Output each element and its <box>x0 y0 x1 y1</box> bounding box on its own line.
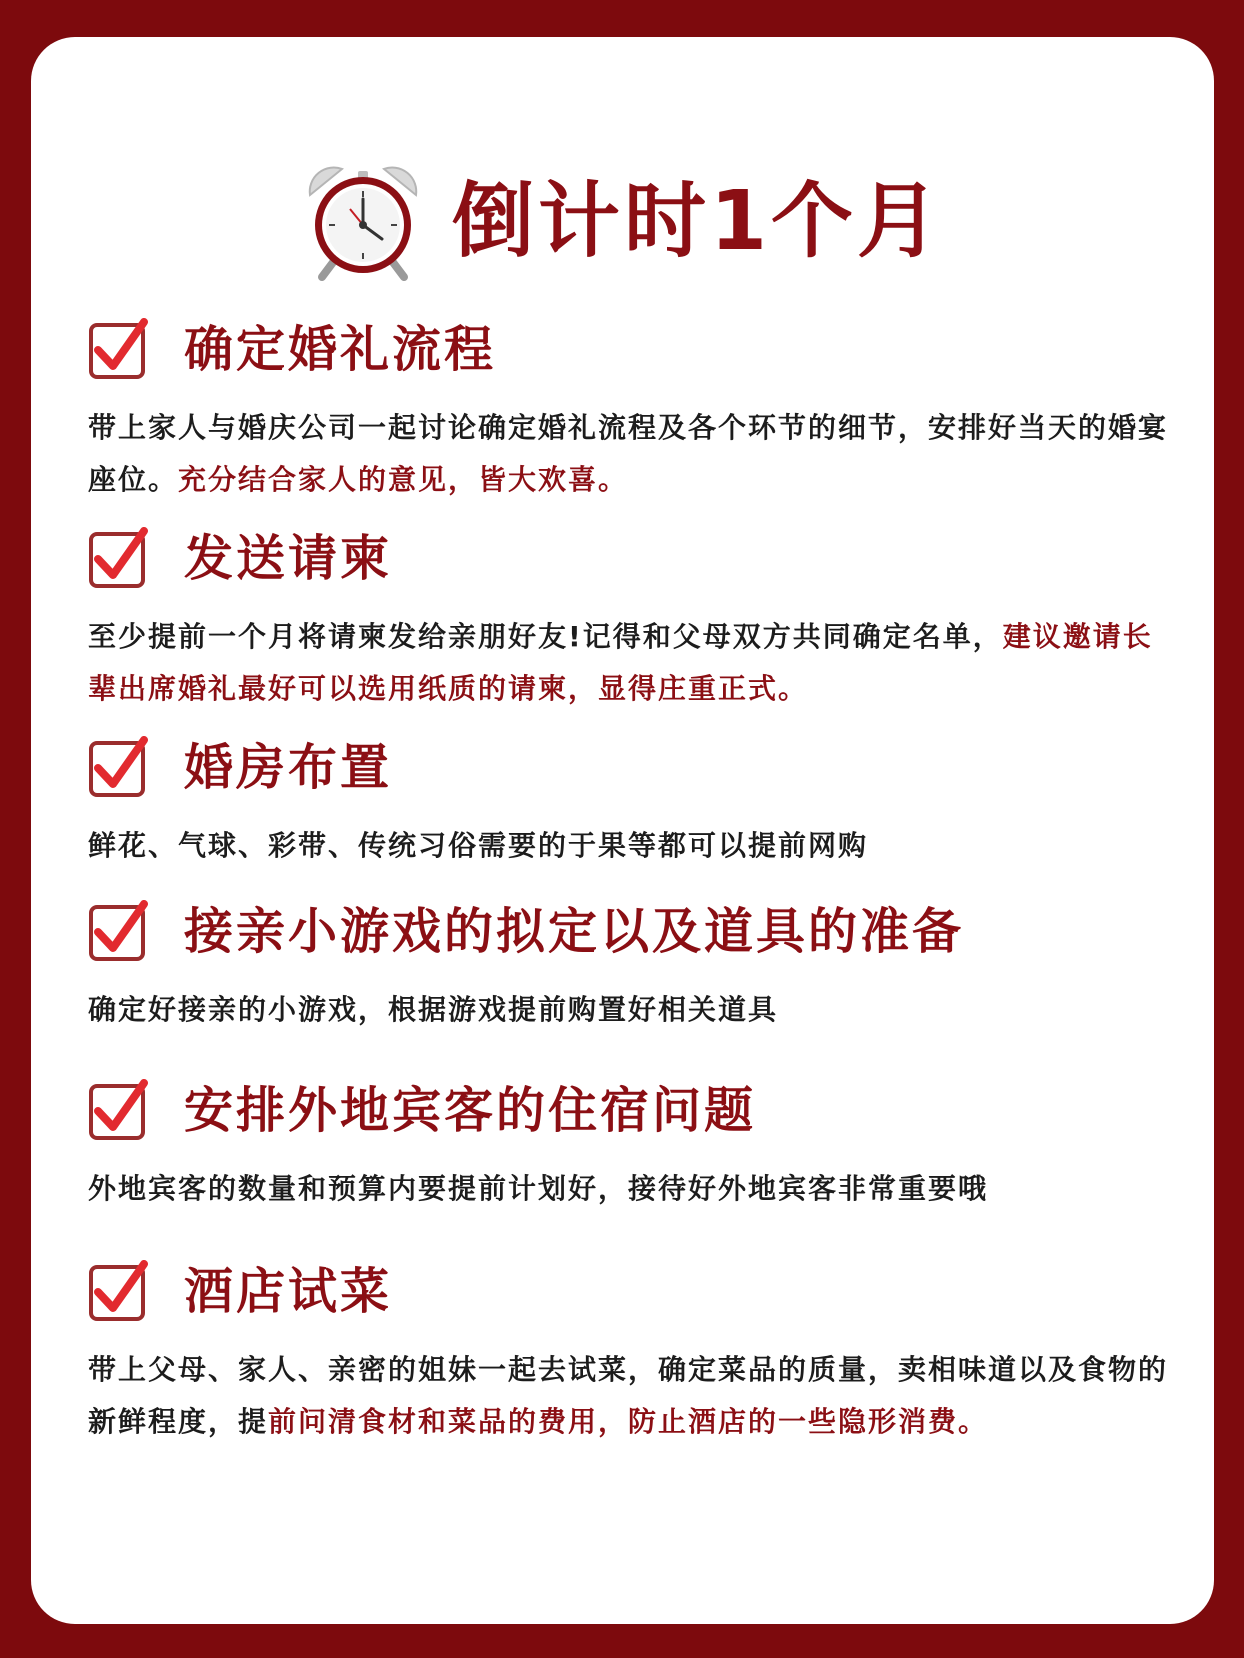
section-header <box>88 1075 1168 1145</box>
section-header <box>88 896 1168 966</box>
body-highlight: 建议邀请长辈出席婚礼最好可以选用纸质的请柬，显得庄重正式。 <box>88 620 1153 705</box>
section-header <box>88 1256 1168 1326</box>
checkbox-checked-icon <box>88 1077 150 1143</box>
checkbox-checked-icon <box>88 316 150 382</box>
body-text: 带上父母、家人、亲密的姐妹一起去试菜，确定菜品的质量，卖相味道以及食物的新鲜程度，提 <box>88 1353 1169 1438</box>
page-title: 倒计时1个月 <box>451 174 944 269</box>
body-text: 确定好接亲的小游戏，根据游戏提前购置好相关道具 <box>88 993 779 1026</box>
section-heading: 酒店试菜 <box>184 1262 393 1320</box>
body-text: 带上家人与婚庆公司一起讨论确定婚礼流程及各个环节的细节，安排好当天的婚宴座位。 <box>88 411 1169 496</box>
section-heading: 接亲小游戏的拟定以及道具的准备 <box>184 902 965 960</box>
checkbox-checked-icon <box>88 525 150 591</box>
section-wedding-room <box>88 732 1168 872</box>
section-guest-lodging <box>88 1075 1168 1215</box>
section-body <box>88 1344 1168 1448</box>
checkbox-checked-icon <box>88 1258 150 1324</box>
content-card <box>31 37 1214 1624</box>
checkbox-checked-icon <box>88 734 150 800</box>
body-highlight: 前问清食材和菜品的费用，防止酒店的一些隐形消费。 <box>268 1405 989 1438</box>
section-header <box>88 314 1168 384</box>
section-send-invitations <box>88 523 1168 715</box>
section-header <box>88 732 1168 802</box>
body-text: 至少提前一个月将请柬发给亲朋好友!记得和父母双方共同确定名单， <box>88 620 1003 653</box>
body-text: 外地宾客的数量和预算内要提前计划好，接待好外地宾客非常重要哦 <box>88 1172 989 1205</box>
section-heading: 安排外地宾客的住宿问题 <box>184 1081 757 1139</box>
section-body <box>88 402 1168 506</box>
section-body <box>88 1163 1168 1215</box>
section-body <box>88 984 1168 1036</box>
body-text: 鲜花、气球、彩带、传统习俗需要的于果等都可以提前网购 <box>88 829 869 862</box>
section-pickup-games <box>88 896 1168 1036</box>
section-body <box>88 611 1168 715</box>
section-heading: 婚房布置 <box>184 738 393 796</box>
title-row <box>31 157 1214 287</box>
checkbox-checked-icon <box>88 898 150 964</box>
section-wedding-process <box>88 314 1168 506</box>
body-highlight: 充分结合家人的意见，皆大欢喜。 <box>178 463 629 496</box>
section-heading: 确定婚礼流程 <box>184 320 497 378</box>
alarm-clock-icon <box>302 161 424 283</box>
section-header <box>88 523 1168 593</box>
section-body <box>88 820 1168 872</box>
section-menu-tasting <box>88 1256 1168 1448</box>
section-heading: 发送请柬 <box>184 529 393 587</box>
